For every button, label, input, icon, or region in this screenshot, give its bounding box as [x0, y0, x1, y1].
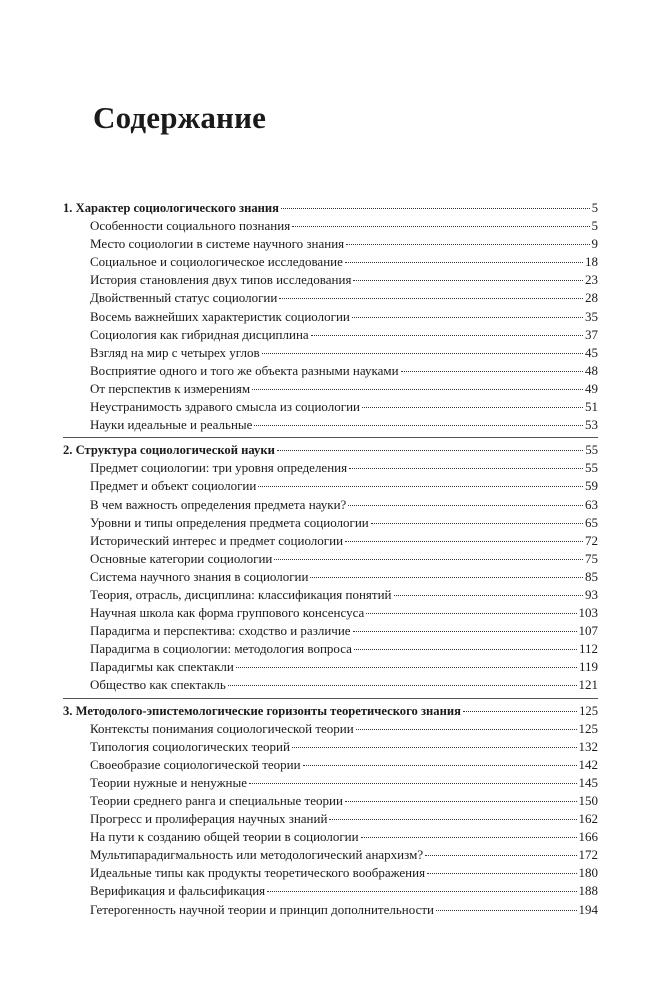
toc-entry[interactable] — [63, 459, 598, 477]
page-number: 125 — [579, 703, 598, 718]
toc-entry[interactable] — [63, 738, 598, 756]
page-number: 119 — [578, 659, 598, 675]
dot-leader — [345, 541, 583, 542]
toc-entry[interactable] — [63, 271, 598, 289]
dot-leader — [258, 486, 583, 487]
page-number: 65 — [585, 514, 598, 530]
dot-leader — [356, 729, 577, 730]
dot-leader — [310, 577, 583, 578]
page-number: 194 — [578, 901, 598, 917]
dot-leader — [353, 631, 577, 632]
toc-entry[interactable] — [63, 640, 598, 658]
dot-leader — [236, 667, 577, 668]
dot-leader — [303, 765, 577, 766]
page-number: 166 — [578, 829, 598, 845]
page-number: 35 — [585, 308, 598, 324]
dot-leader — [277, 450, 584, 451]
chapter-divider — [63, 698, 598, 699]
toc-entry[interactable] — [63, 756, 598, 774]
toc-entry-title: Взгляд на мир с четырех углов — [90, 344, 260, 360]
toc-entry[interactable] — [63, 217, 598, 235]
dot-leader — [427, 873, 576, 874]
toc-entry-title: Исторический интерес и предмет социологии — [90, 532, 344, 548]
page-number: 85 — [585, 568, 598, 584]
toc-entry[interactable] — [63, 658, 598, 676]
page-number: 188 — [578, 883, 598, 899]
dot-leader — [362, 407, 583, 408]
toc-entry[interactable] — [63, 326, 598, 344]
toc-entry[interactable] — [63, 774, 598, 792]
toc-entry[interactable] — [63, 253, 598, 271]
page-number: 18 — [585, 254, 598, 270]
toc-chapter-title: 1. Характер социологического знания — [63, 201, 279, 215]
page-number: 112 — [578, 641, 598, 657]
dot-leader — [371, 523, 583, 524]
dot-leader — [394, 595, 584, 596]
toc-entry-title: Идеальные типы как продукты теоретического воображения — [90, 865, 426, 881]
page-number: 45 — [585, 344, 598, 360]
toc-entry-title: Верификация и фальсификация — [90, 883, 266, 899]
page-number: 107 — [578, 623, 598, 639]
toc-entry[interactable] — [63, 308, 598, 326]
dot-leader — [425, 855, 576, 856]
page-number: 121 — [578, 677, 598, 693]
dot-leader — [292, 747, 577, 748]
dot-leader — [267, 891, 576, 892]
toc-entry-title: Место социологии в системе научного знания — [90, 236, 345, 252]
toc-entry-title: Типология социологических теорий — [90, 738, 290, 754]
page-number: 53 — [585, 417, 598, 433]
toc-entry[interactable] — [63, 289, 598, 307]
toc-entry[interactable] — [63, 846, 598, 864]
dot-leader — [348, 505, 583, 506]
toc-entry[interactable] — [63, 792, 598, 810]
toc-chapter-title: 2. Структура социологической науки — [63, 443, 275, 458]
toc-entry[interactable] — [63, 810, 598, 828]
toc-entry[interactable] — [63, 901, 598, 919]
page-number: 145 — [578, 774, 598, 790]
page-number: 63 — [585, 496, 598, 512]
toc-entry-title: История становления двух типов исследования — [90, 272, 352, 288]
toc-entry-title: Восприятие одного и того же объекта разными науками — [90, 362, 399, 378]
dot-leader — [274, 559, 583, 560]
page-number: 93 — [585, 586, 598, 602]
dot-leader — [311, 335, 583, 336]
toc-entry[interactable] — [63, 676, 598, 694]
toc-entry[interactable] — [63, 235, 598, 253]
dot-leader — [463, 711, 577, 712]
dot-leader — [345, 262, 583, 263]
toc-entry-title: Восемь важнейших характеристик социологии — [90, 308, 350, 324]
toc-entry-title: Мультипарадигмальность или методологический анархизм? — [90, 847, 424, 863]
dot-leader — [228, 685, 577, 686]
toc-entry-title: Уровни и типы определения предмета социологии — [90, 514, 369, 530]
page-number: 48 — [585, 362, 598, 378]
toc-entry-title: Общество как спектакль — [90, 677, 226, 693]
toc-chapter[interactable] — [63, 702, 598, 720]
toc-entry-title: Прогресс и пролиферация научных знаний — [90, 811, 328, 827]
page-number: 162 — [578, 811, 598, 827]
toc-entry[interactable] — [63, 550, 598, 568]
page-number: 37 — [585, 326, 598, 342]
toc-entry-title: Предмет социологии: три уровня определения — [90, 460, 348, 476]
toc-entry[interactable] — [63, 604, 598, 622]
toc-entry[interactable] — [63, 496, 598, 514]
page-number: 5 — [591, 201, 598, 215]
dot-leader — [361, 837, 577, 838]
toc-entry-title: Система научного знания в социологии — [90, 568, 309, 584]
page-number: 23 — [585, 272, 598, 288]
toc-entry[interactable] — [63, 720, 598, 738]
toc-entry[interactable] — [63, 477, 598, 495]
page-number: 5 — [591, 218, 598, 234]
toc-entry-title: Парадигмы как спектакли — [90, 659, 234, 675]
toc-entry-title: Социология как гибридная дисциплина — [90, 326, 309, 342]
toc-entry[interactable] — [63, 568, 598, 586]
page-title: Содержание — [93, 100, 267, 135]
toc-entry-title: Своеобразие социологической теории — [90, 756, 301, 772]
toc-entry-title: Основные категории социологии — [90, 550, 273, 566]
toc-entry-title: Контексты понимания социологической теории — [90, 720, 354, 736]
toc-entry-title: Теория, отрасль, дисциплина: классификация понятий — [90, 586, 392, 602]
dot-leader — [401, 371, 583, 372]
page-number: 75 — [585, 550, 598, 566]
toc-entry-title: Науки идеальные и реальные — [90, 417, 253, 433]
toc-entry-title: В чем важность определения предмета науки? — [90, 496, 347, 512]
toc-entry[interactable] — [63, 864, 598, 882]
page-number: 150 — [578, 793, 598, 808]
dot-leader — [249, 783, 576, 784]
toc-entry-title: На пути к созданию общей теории в социологии — [90, 829, 359, 845]
toc-entry[interactable] — [63, 344, 598, 362]
dot-leader — [354, 649, 577, 650]
page-number: 180 — [578, 865, 598, 881]
page-number: 55 — [585, 460, 598, 476]
toc-entry[interactable] — [63, 362, 598, 380]
dot-leader — [353, 280, 583, 281]
page-number: 59 — [585, 478, 598, 494]
dot-leader — [436, 910, 577, 911]
toc-entry-title: Двойственный статус социологии — [90, 290, 278, 306]
toc-entry-title: Особенности социального познания — [90, 218, 291, 234]
dot-leader — [329, 819, 576, 820]
toc-entry-title: Парадигма в социологии: методология вопроса — [90, 641, 352, 657]
page-number: 72 — [585, 532, 598, 548]
toc-entry-title: Научная школа как форма группового консенсуса — [90, 605, 365, 621]
toc-entry[interactable] — [63, 514, 598, 532]
dot-leader — [346, 244, 589, 245]
toc-entry[interactable] — [63, 828, 598, 846]
toc-entry-title: Парадигма и перспектива: сходство и различие — [90, 623, 351, 639]
page-number: 49 — [585, 380, 598, 396]
page-number: 55 — [585, 443, 598, 458]
dot-leader — [349, 468, 583, 469]
toc-entry[interactable] — [63, 380, 598, 398]
dot-leader — [279, 298, 583, 299]
toc-entry-title: Гетерогенность научной теории и принцип дополнительности — [90, 901, 434, 917]
toc-entry-title: Теории среднего ранга и специальные теории — [90, 793, 343, 808]
toc-entry[interactable] — [63, 416, 598, 434]
page-number: 125 — [578, 720, 598, 736]
dot-leader — [254, 425, 583, 426]
page-number: 51 — [585, 399, 598, 415]
table-of-contents — [63, 199, 598, 919]
page-number: 132 — [578, 738, 598, 754]
toc-chapter-title: 3. Методолого-эпистемологические горизонты теоретического знания — [63, 703, 461, 718]
toc-entry[interactable] — [63, 882, 598, 900]
toc-entry[interactable] — [63, 622, 598, 640]
page-number: 172 — [578, 847, 598, 863]
toc-entry-title: Предмет и объект социологии — [90, 478, 257, 494]
toc-chapter[interactable] — [63, 199, 598, 217]
toc-entry[interactable] — [63, 586, 598, 604]
chapter-divider — [63, 437, 598, 438]
toc-entry-title: От перспектив к измерениям — [90, 380, 251, 396]
dot-leader — [345, 801, 577, 802]
toc-chapter[interactable] — [63, 441, 598, 459]
dot-leader — [252, 389, 583, 390]
page-number: 28 — [585, 290, 598, 306]
page-number: 142 — [578, 756, 598, 772]
toc-entry-title: Неустранимость здравого смысла из социологии — [90, 399, 360, 415]
dot-leader — [352, 317, 583, 318]
dot-leader — [292, 226, 589, 227]
dot-leader — [262, 353, 583, 354]
page-number: 103 — [578, 605, 598, 621]
toc-entry-title: Теории нужные и ненужные — [90, 774, 248, 790]
toc-entry[interactable] — [63, 398, 598, 416]
toc-entry[interactable] — [63, 532, 598, 550]
dot-leader — [281, 208, 590, 209]
dot-leader — [366, 613, 576, 614]
toc-entry-title: Социальное и социологическое исследование — [90, 254, 343, 270]
page-number: 9 — [591, 236, 598, 252]
